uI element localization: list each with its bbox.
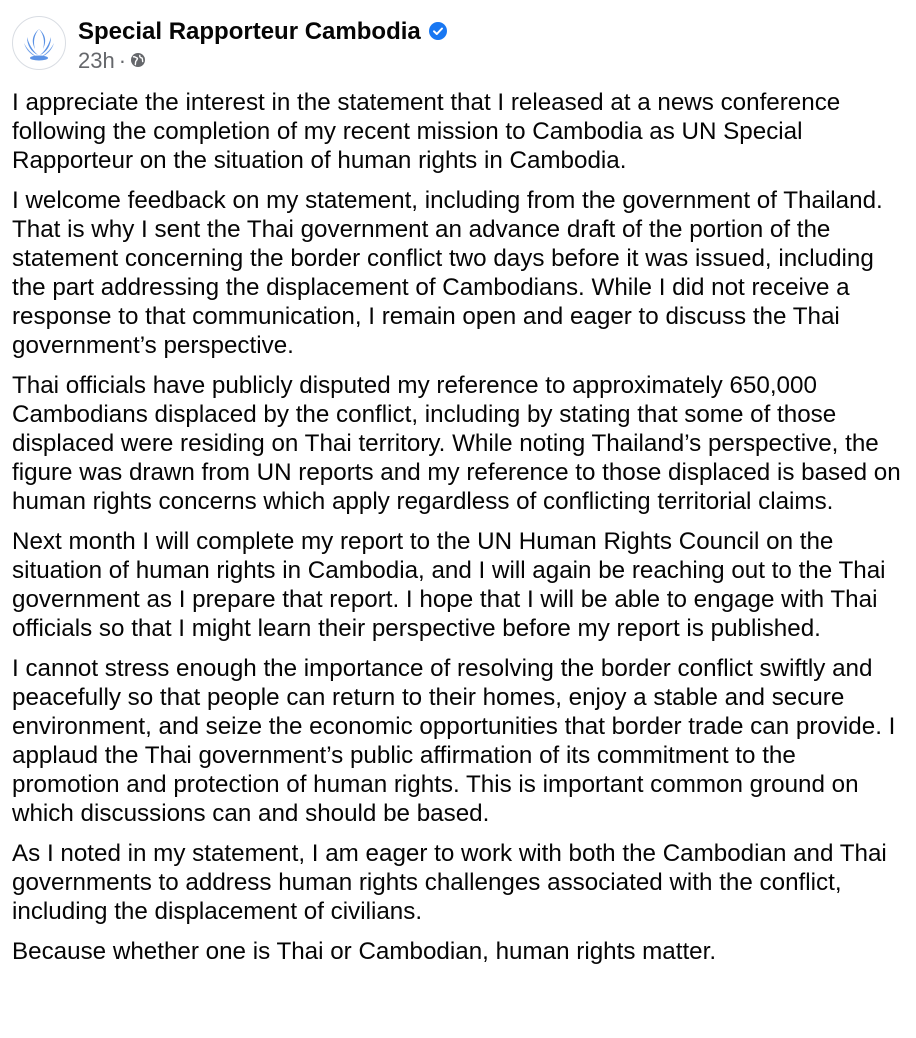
meta-separator: · (118, 48, 127, 73)
page-avatar[interactable] (12, 16, 66, 70)
post-paragraph-7: Because whether one is Thai or Cambodian, human rights matter. (12, 938, 717, 965)
globe-icon[interactable] (130, 52, 146, 68)
page-name-row (78, 18, 447, 46)
un-human-rights-logo-icon (19, 23, 59, 63)
online-status-dot (53, 61, 66, 70)
post-paragraph-4: Next month I will complete my report to the UN Human Rights Council on the situation of human rights in Cambodia, and I will again be reaching out to the Thai government as I prepare that report. I hope that I will be able to engage with Thai officials so that I might learn their perspective before my report is published. (12, 528, 886, 642)
post-paragraph-6: As I noted in my statement, I am eager to work with both the Cambodian and Thai governments to address human rights challenges associated with the conflict, including the displacement of civilians. (12, 840, 887, 925)
post-paragraph-3: Thai officials have publicly disputed my reference to approximately 650,000 Cambodians displaced by the conflict, including by stating that some of those displaced were residing on Thai territory. While noting Thailand’s perspective, the figure was drawn from UN reports and my reference to those displaced is based on human rights concerns which apply regardless of conflicting territorial claims. (12, 372, 901, 515)
post-paragraph-1: I appreciate the interest in the statement that I released at a news conference following the completion of my recent mission to Cambodia as UN Special Rapporteur on the situation of human rights in Cambodia. (12, 89, 841, 174)
verified-badge-icon (429, 22, 447, 40)
post-body (12, 88, 904, 977)
post-paragraph-5: I cannot stress enough the importance of resolving the border conflict swiftly and peacefully so that people can return to their homes, enjoy a stable and secure environment, and seize the economic opportunities that border trade can provide. I applaud the Thai government’s public affirmation of its commitment to the promotion and protection of human rights. This is important common ground on which discussions can and should be based. (12, 655, 896, 827)
post-meta (78, 48, 146, 74)
post-timestamp[interactable]: 23h (78, 48, 115, 73)
page-name-link[interactable]: Special Rapporteur Cambodia (78, 18, 421, 45)
post-paragraph-2: I welcome feedback on my statement, including from the government of Thailand. That is why I sent the Thai government an advance draft of the portion of the statement concerning the border conflict two days before it was issued, including the part addressing the displacement of Cambodians. While I did not receive a response to that communication, I remain open and eager to discuss the Thai government’s perspective. (12, 187, 883, 359)
post-header (12, 12, 902, 76)
